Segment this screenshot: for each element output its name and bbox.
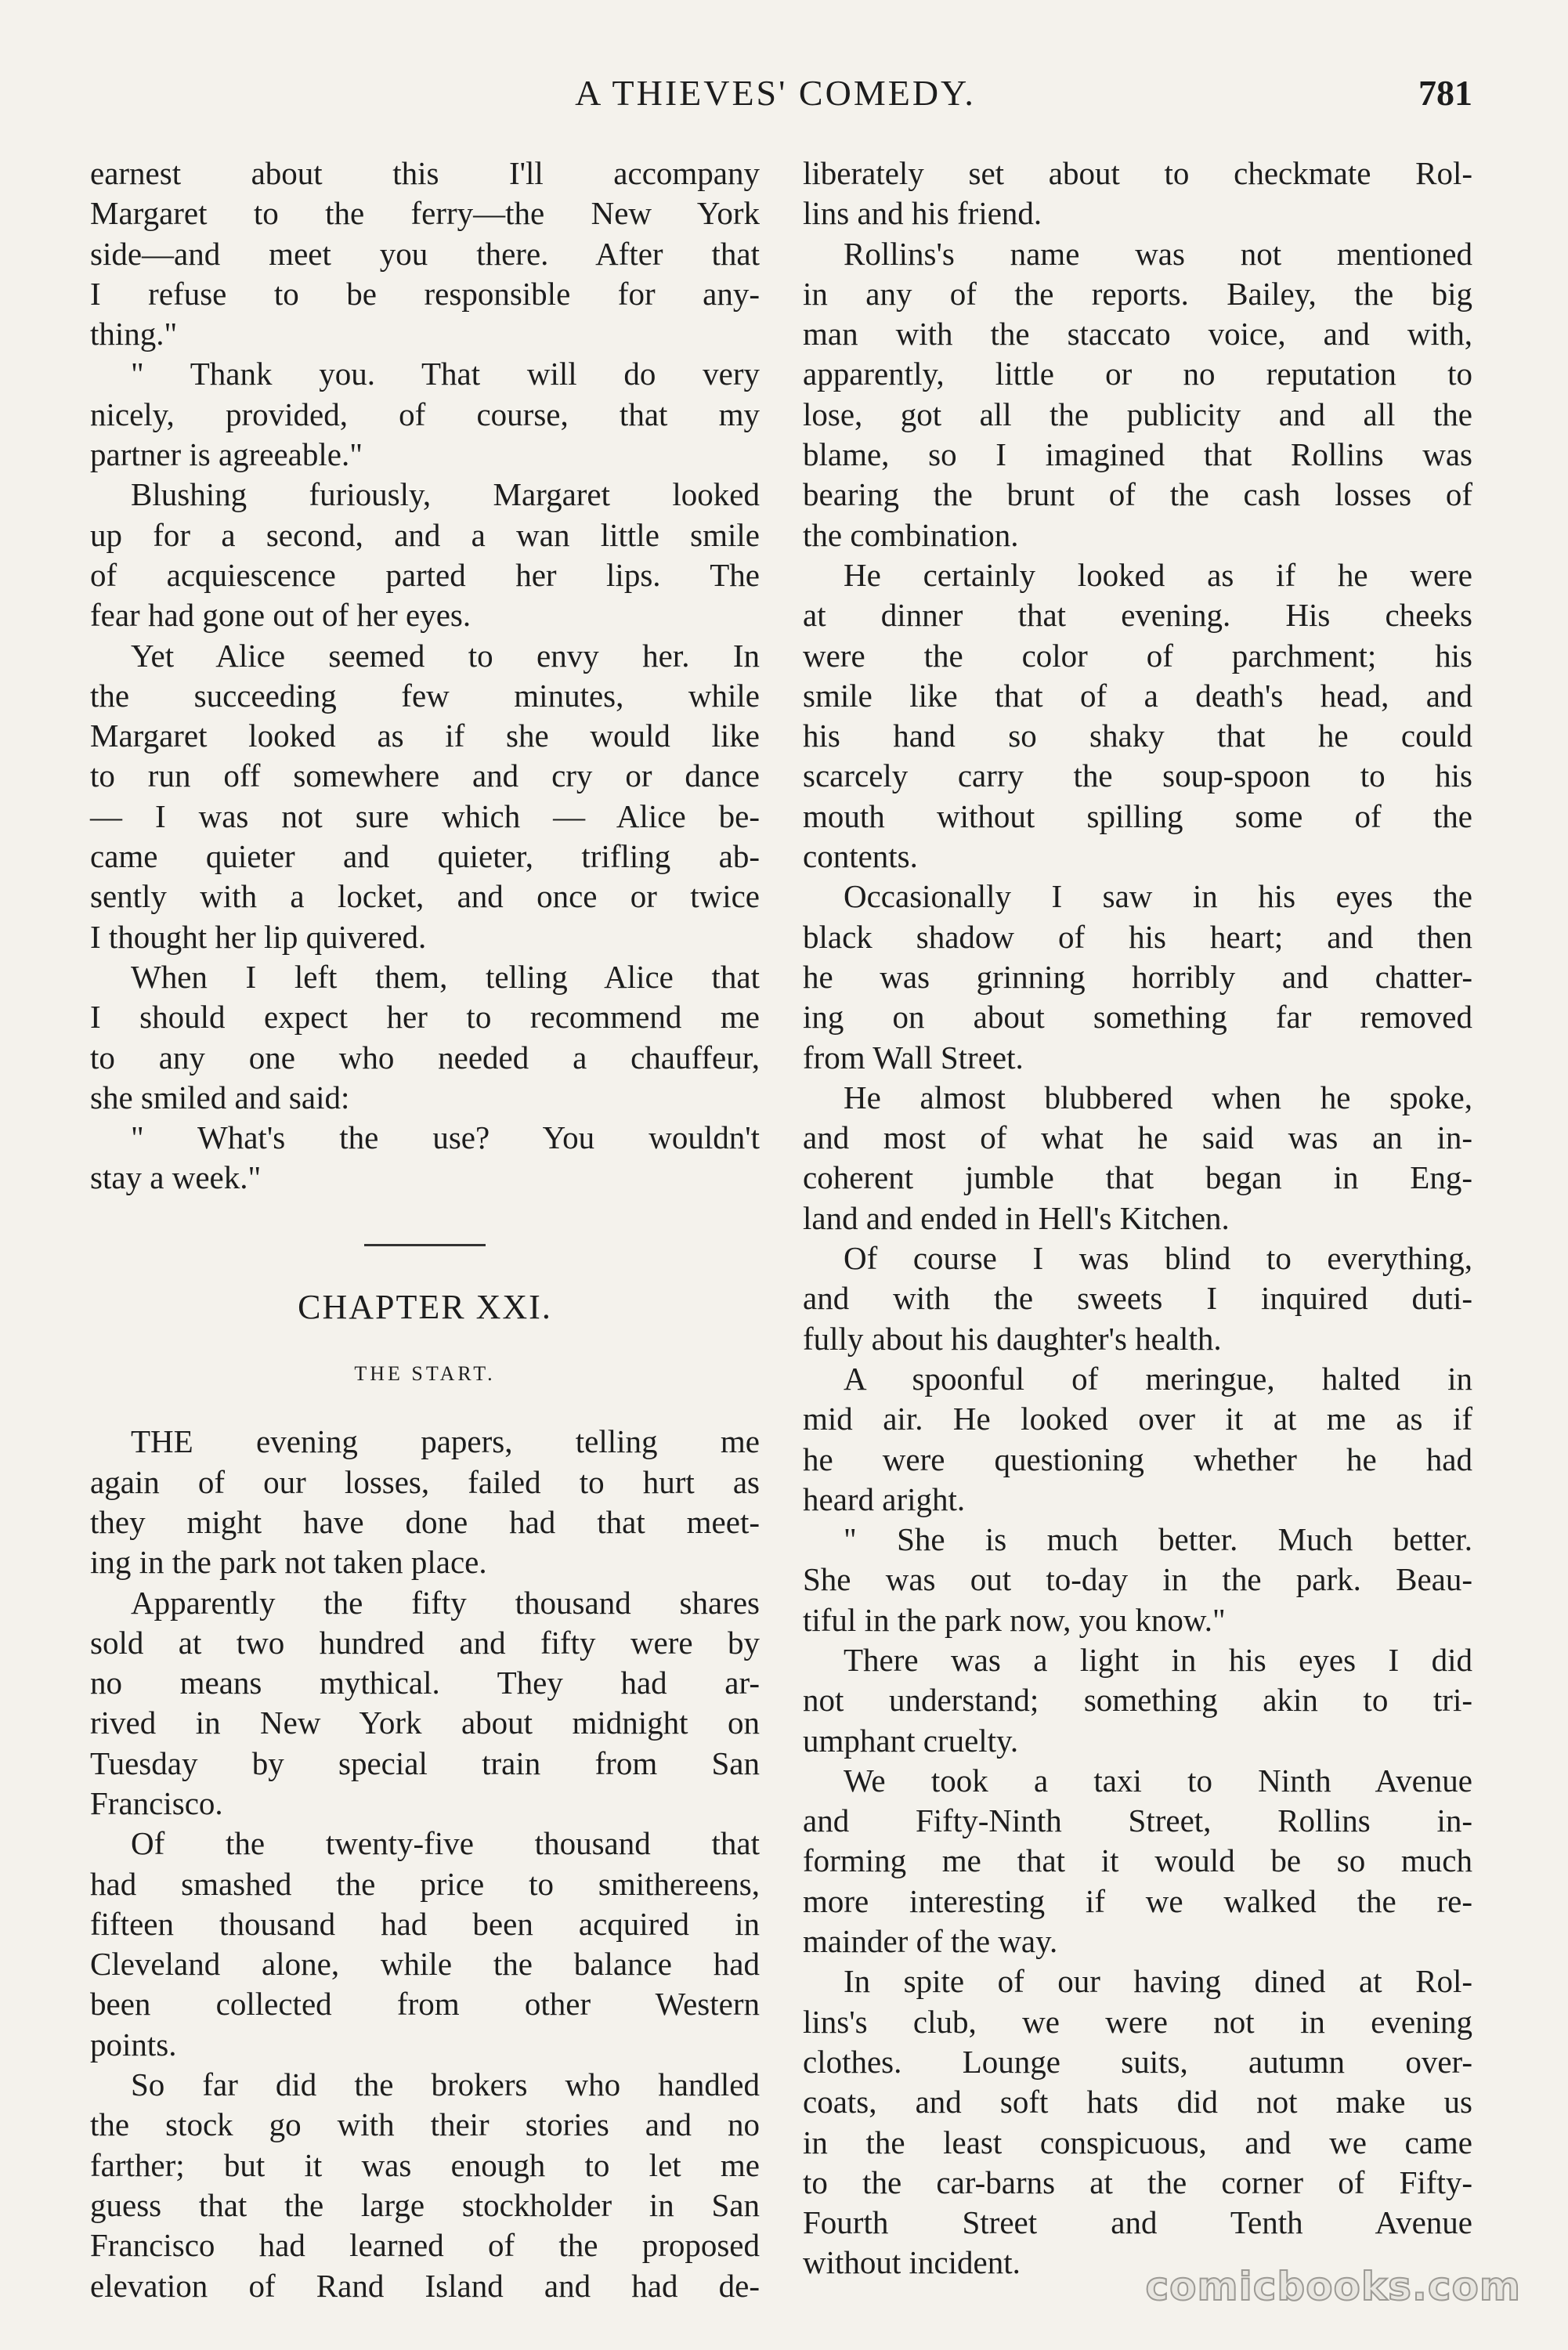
chapter-subtitle: THE START. bbox=[354, 1362, 496, 1386]
text-line: forming me that it would be so much bbox=[803, 1842, 1472, 1879]
text-line: black shadow of his heart; and then bbox=[803, 918, 1472, 955]
text-line: contents. bbox=[803, 838, 918, 875]
text-line: he was grinning horribly and chatter- bbox=[803, 958, 1472, 995]
site-watermark: comicbooks.com bbox=[1145, 2264, 1521, 2309]
text-line: not understand; something akin to tri- bbox=[803, 1682, 1472, 1719]
text-line: clothes. Lounge suits, autumn over- bbox=[803, 2043, 1472, 2080]
text-line: again of our losses, failed to hurt as bbox=[90, 1463, 760, 1500]
text-line: more interesting if we walked the re- bbox=[803, 1882, 1472, 1919]
paragraph bbox=[803, 1761, 1472, 1961]
paragraph bbox=[90, 354, 760, 475]
text-line: and Fifty-Ninth Street, Rollins in- bbox=[803, 1802, 1472, 1839]
paragraph bbox=[803, 1961, 1472, 2283]
text-line: scarcely carry the soup-spoon to his bbox=[803, 757, 1472, 794]
text-line: had smashed the price to smithereens, bbox=[90, 1865, 760, 1902]
text-line: Apparently the fifty thousand shares bbox=[131, 1584, 760, 1621]
text-line: earnest about this I'll accompany bbox=[90, 155, 760, 191]
text-line: THE evening papers, telling me bbox=[131, 1423, 760, 1460]
text-line: came quieter and quieter, trifling ab- bbox=[90, 838, 760, 875]
text-line: Tuesday by special train from San bbox=[90, 1744, 760, 1781]
right-column bbox=[803, 154, 1472, 2283]
text-line: heard aright. bbox=[803, 1480, 966, 1517]
text-line: A spoonful of meringue, halted in bbox=[844, 1360, 1472, 1397]
text-line: they might have done had that meet- bbox=[90, 1503, 760, 1540]
text-line: sold at two hundred and fifty were by bbox=[90, 1624, 760, 1661]
text-line: She was out to-day in the park. Beau- bbox=[803, 1561, 1472, 1598]
paragraph bbox=[90, 636, 760, 957]
left-column bbox=[90, 154, 760, 2306]
text-line: man with the staccato voice, and with, bbox=[803, 316, 1472, 352]
paragraph bbox=[90, 154, 760, 354]
paragraph bbox=[90, 2065, 760, 2306]
paragraph bbox=[803, 555, 1472, 877]
text-line: Yet Alice seemed to envy her. In bbox=[131, 637, 760, 674]
text-line: We took a taxi to Ninth Avenue bbox=[844, 1762, 1472, 1799]
text-line: from Wall Street. bbox=[803, 1039, 1024, 1076]
text-line: partner is agreeable." bbox=[90, 436, 363, 473]
text-line: the stock go with their stories and no bbox=[90, 2106, 760, 2143]
text-line: Of the twenty-five thousand that bbox=[131, 1825, 760, 1862]
text-line: without incident. bbox=[803, 2244, 1021, 2281]
text-line: mainder of the way. bbox=[803, 1923, 1058, 1960]
text-line: apparently, little or no reputation to bbox=[803, 356, 1472, 392]
paragraph bbox=[90, 475, 760, 635]
text-line: thing." bbox=[90, 316, 178, 352]
paragraph bbox=[803, 154, 1472, 234]
text-line: elevation of Rand Island and had de- bbox=[90, 2267, 760, 2304]
text-line: no means mythical. They had ar- bbox=[90, 1665, 760, 1701]
text-line: guess that the large stockholder in San bbox=[90, 2186, 760, 2223]
text-line: " Thank you. That will do very bbox=[131, 356, 760, 392]
text-line: the succeeding few minutes, while bbox=[90, 677, 760, 714]
paragraph bbox=[90, 957, 760, 1118]
text-line: Blushing furiously, Margaret looked bbox=[131, 476, 760, 513]
text-line: umphant cruelty. bbox=[803, 1722, 1019, 1759]
text-line: to run off somewhere and cry or dance bbox=[90, 757, 760, 794]
paragraph bbox=[803, 1359, 1472, 1520]
text-line: nicely, provided, of course, that my bbox=[90, 396, 760, 432]
text-line: Fourth Street and Tenth Avenue bbox=[803, 2204, 1472, 2241]
text-line: Francisco had learned of the proposed bbox=[90, 2227, 760, 2264]
text-line: mid air. He looked over it at me as if bbox=[803, 1401, 1472, 1437]
text-line: coherent jumble that began in Eng- bbox=[803, 1159, 1472, 1196]
text-line: Francisco. bbox=[90, 1784, 223, 1821]
page-number: 781 bbox=[1418, 73, 1472, 113]
text-line: mouth without spilling some of the bbox=[803, 797, 1472, 834]
text-line: lins and his friend. bbox=[803, 195, 1042, 232]
text-line: and most of what he said was an in- bbox=[803, 1119, 1472, 1156]
text-line: So far did the brokers who handled bbox=[131, 2066, 760, 2103]
text-line: stay a week." bbox=[90, 1159, 262, 1196]
chapter-title: CHAPTER XXI. bbox=[298, 1287, 552, 1326]
text-line: bearing the brunt of the cash losses of bbox=[803, 476, 1472, 513]
text-line: Occasionally I saw in his eyes the bbox=[844, 878, 1472, 915]
text-line: fully about his daughter's health. bbox=[803, 1320, 1222, 1357]
text-line: the combination. bbox=[803, 516, 1019, 553]
text-line: Of course I was blind to everything, bbox=[844, 1240, 1472, 1277]
text-line: lins's club, we were not in evening bbox=[803, 2003, 1472, 2040]
text-line: to any one who needed a chauffeur, bbox=[90, 1039, 760, 1076]
text-line: When I left them, telling Alice that bbox=[131, 958, 760, 995]
text-line: lose, got all the publicity and all the bbox=[803, 396, 1472, 432]
text-line: to the car-barns at the corner of Fifty- bbox=[803, 2164, 1472, 2200]
text-line: been collected from other Western bbox=[90, 1986, 760, 2023]
text-line: liberately set about to checkmate Rol- bbox=[803, 155, 1472, 191]
text-line: land and ended in Hell's Kitchen. bbox=[803, 1199, 1230, 1236]
text-line: his hand so shaky that he could bbox=[803, 718, 1472, 754]
text-line: In spite of our having dined at Rol- bbox=[844, 1963, 1472, 2000]
text-line: Rollins's name was not mentioned bbox=[844, 235, 1472, 272]
text-line: side—and meet you there. After that bbox=[90, 235, 760, 272]
text-line: points. bbox=[90, 2026, 177, 2063]
text-line: rived in New York about midnight on bbox=[90, 1705, 760, 1741]
text-line: ing in the park not taken place. bbox=[90, 1544, 487, 1581]
text-line: " What's the use? You wouldn't bbox=[131, 1119, 760, 1156]
page-header bbox=[78, 72, 1472, 119]
text-line: — I was not sure which — Alice be- bbox=[90, 797, 760, 834]
text-line: I thought her lip quivered. bbox=[90, 918, 427, 955]
paragraph bbox=[90, 1824, 760, 2065]
paragraph bbox=[803, 877, 1472, 1077]
paragraph bbox=[803, 1640, 1472, 1761]
paragraph bbox=[803, 234, 1472, 555]
text-line: farther; but it was enough to let me bbox=[90, 2146, 760, 2183]
text-line: and with the sweets I inquired duti- bbox=[803, 1280, 1472, 1317]
text-line: were the color of parchment; his bbox=[803, 637, 1472, 674]
text-line: I refuse to be responsible for any- bbox=[90, 275, 760, 312]
paragraph bbox=[803, 1520, 1472, 1640]
text-line: of acquiescence parted her lips. The bbox=[90, 556, 760, 593]
paragraph bbox=[803, 1238, 1472, 1359]
text-line: Margaret looked as if she would like bbox=[90, 718, 760, 754]
text-line: He almost blubbered when he spoke, bbox=[844, 1079, 1472, 1115]
section-divider bbox=[364, 1244, 486, 1246]
running-title: A THIEVES' COMEDY. bbox=[575, 73, 976, 113]
text-line: up for a second, and a wan little smile bbox=[90, 516, 760, 553]
text-line: He certainly looked as if he were bbox=[844, 556, 1472, 593]
text-line: sently with a locket, and once or twice bbox=[90, 878, 760, 915]
text-line: blame, so I imagined that Rollins was bbox=[803, 436, 1472, 473]
text-line: fear had gone out of her eyes. bbox=[90, 597, 471, 634]
paragraph bbox=[90, 1422, 760, 1582]
paragraph bbox=[90, 1583, 760, 1824]
text-line: smile like that of a death's head, and bbox=[803, 677, 1472, 714]
text-line: Margaret to the ferry—the New York bbox=[90, 195, 760, 232]
paragraph bbox=[803, 1078, 1472, 1238]
text-line: in the least conspicuous, and we came bbox=[803, 2124, 1472, 2160]
text-line: Cleveland alone, while the balance had bbox=[90, 1946, 760, 1983]
text-line: tiful in the park now, you know." bbox=[803, 1601, 1226, 1638]
text-line: " She is much better. Much better. bbox=[844, 1521, 1472, 1558]
text-line: fifteen thousand had been acquired in bbox=[90, 1905, 760, 1942]
text-line: he were questioning whether he had bbox=[803, 1441, 1472, 1477]
text-line: coats, and soft hats did not make us bbox=[803, 2084, 1472, 2120]
text-line: There was a light in his eyes I did bbox=[844, 1641, 1472, 1678]
text-line: ing on about something far removed bbox=[803, 999, 1472, 1036]
text-line: at dinner that evening. His cheeks bbox=[803, 597, 1472, 634]
text-line: I should expect her to recommend me bbox=[90, 999, 760, 1036]
text-line: in any of the reports. Bailey, the big bbox=[803, 275, 1472, 312]
text-line: she smiled and said: bbox=[90, 1079, 350, 1115]
paragraph bbox=[90, 1118, 760, 1198]
